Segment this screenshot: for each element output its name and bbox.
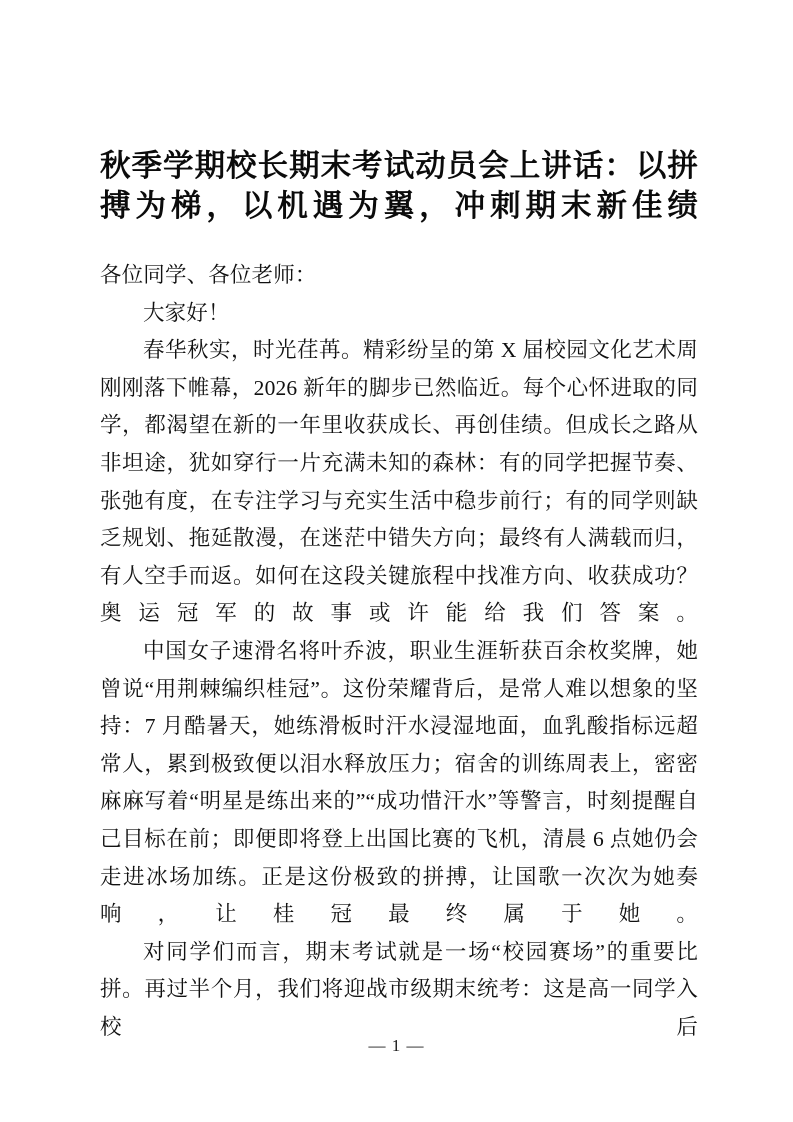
paragraph-exam-intro: 对同学们而言，期末考试就是一场“校园赛场”的重要比拼。再过半个月，我们将迎战市级期末统考：这是高一同学入校后 [100,939,698,1039]
document-body [100,257,698,1046]
paragraph-salutation: 各位同学、各位老师： [100,263,317,287]
page-number-footer: — 1 — [368,1036,425,1055]
paragraph-opening: 春华秋实，时光荏苒。精彩纷呈的第 X 届校园文化艺术周刚刚落下帷幕，2026 新年的脚步已然临近。每个心怀进取的同学，都渴望在新的一年里收获成长、再创佳绩。但成长之路从非坦途，犹如穿行一片充满未知的森林：有的同学把握节奏、张弛有度，在专注学习与充实生活中稳步前行；有的同学则缺乏规划、拖延散漫，在迷茫中错失方向；最终有人满载而归，有人空手而返。如何在这段关键旅程中找准方向、收获成功？奥运冠军的故事或许能给我们答案。 [100,338,698,626]
paragraph-greeting: 大家好！ [143,300,230,325]
page-title: 秋季学期校长期末考试动员会上讲话：以拼搏为梯，以机遇为翼，冲刺期末新佳绩 [100,149,698,223]
page-content [100,0,698,1046]
paragraph-story: 中国女子速滑名将叶乔波，职业生涯斩获百余枚奖牌，她曾说“用荆棘编织桂冠”。这份荣耀背后，是常人难以想象的坚持：7 月酷暑天，她练滑板时汗水浸湿地面，血乳酸指标远超常人，累到极致便以泪水释放压力；宿舍的训练周表上，密密麻麻写着“明星是练出来的”“成功惜汗水”等警言，时刻提醒自己目标在前；即便即将登上出国比赛的飞机，清晨 6 点她仍会走进冰场加练。正是这份极致的拼搏，让国歌一次次为她奏响，让桂冠最终属于她。 [100,638,698,927]
